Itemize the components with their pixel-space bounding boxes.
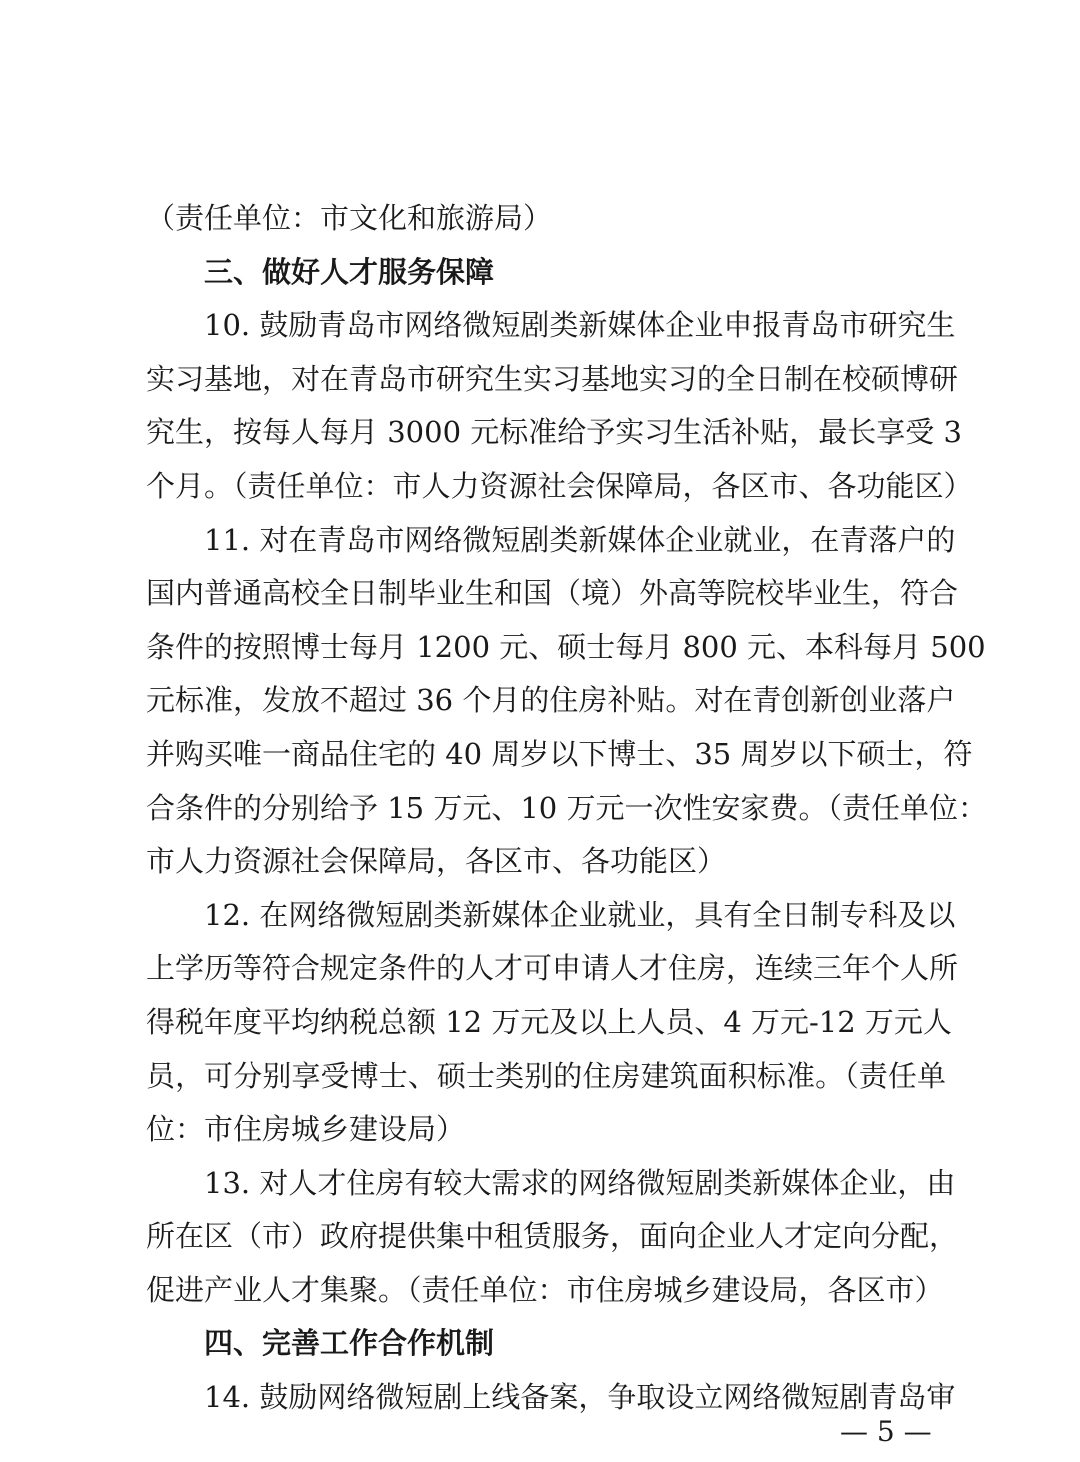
paragraph-line: 个月。（责任单位：市人力资源社会保障局，各区市、各功能区） — [146, 468, 973, 503]
paragraph-line: 所在区（市）政府提供集中租赁服务，面向企业人才定向分配， — [146, 1219, 959, 1254]
paragraph-line: 13. 对人才住房有较大需求的网络微短剧类新媒体企业，由 — [204, 1165, 956, 1200]
paragraph-line: 元标准，发放不超过 36 个月的住房补贴。对在青创新创业落户 — [146, 683, 956, 718]
paragraph-line: 员，可分别享受博士、硕士类别的住房建筑面积标准。（责任单 — [146, 1058, 946, 1093]
paragraph-line: 10. 鼓励青岛市网络微短剧类新媒体企业申报青岛市研究生 — [204, 308, 956, 343]
paragraph-line: 合条件的分别给予 15 万元、10 万元一次性安家费。（责任单位： — [146, 790, 987, 825]
paragraph-line: 14. 鼓励网络微短剧上线备案，争取设立网络微短剧青岛审 — [204, 1380, 956, 1415]
paragraph-line: 促进产业人才集聚。（责任单位：市住房城乡建设局，各区市） — [146, 1272, 944, 1307]
paragraph-line: 位：市住房城乡建设局） — [146, 1112, 466, 1147]
section-heading-3: 三、做好人才服务保障 — [204, 254, 495, 289]
paragraph-line: 并购买唯一商品住宅的 40 周岁以下博士、35 周岁以下硕士，符 — [146, 736, 973, 771]
paragraph-line: 实习基地，对在青岛市研究生实习基地实习的全日制在校硕博研 — [146, 361, 959, 396]
paragraph-line: 市人力资源社会保障局，各区市、各功能区） — [146, 844, 727, 879]
section-heading-4: 四、完善工作合作机制 — [204, 1326, 495, 1361]
paragraph-line: 上学历等符合规定条件的人才可申请人才住房，连续三年个人所 — [146, 951, 959, 986]
paragraph-line: 得税年度平均纳税总额 12 万元及以上人员、4 万元-12 万元人 — [146, 1004, 952, 1039]
document-body — [146, 192, 987, 1425]
page-number: — 5 — — [840, 1415, 932, 1448]
responsibility-note: （责任单位：市文化和旅游局） — [146, 201, 553, 235]
paragraph-line: 11. 对在青岛市网络微短剧类新媒体企业就业，在青落户的 — [204, 522, 956, 557]
paragraph-line: 国内普通高校全日制毕业生和国（境）外高等院校毕业生，符合 — [146, 576, 959, 611]
paragraph-line: 条件的按照博士每月 1200 元、硕士每月 800 元、本科每月 500 — [146, 629, 986, 664]
paragraph-line: 究生，按每人每月 3000 元标准给予实习生活补贴，最长享受 3 — [146, 415, 962, 450]
paragraph-line: 12. 在网络微短剧类新媒体企业就业，具有全日制专科及以 — [204, 897, 956, 932]
